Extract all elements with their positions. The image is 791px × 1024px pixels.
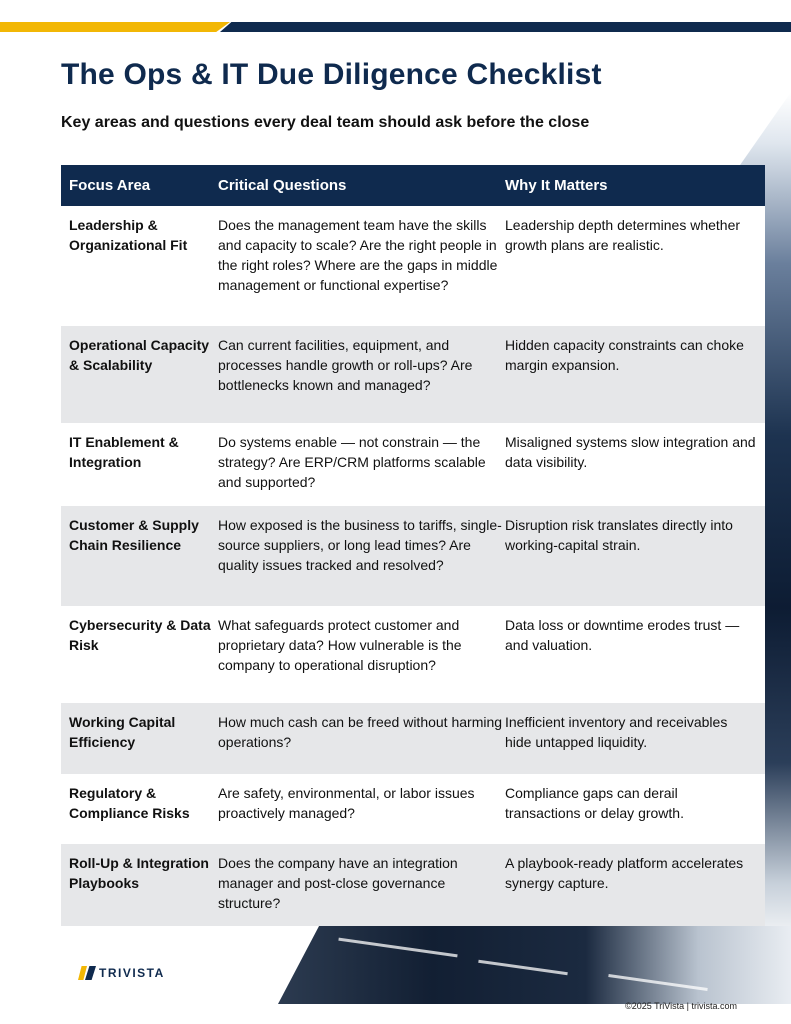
focus-area-cell: IT Enablement & Integration — [69, 434, 179, 470]
accent-stripe-yellow — [0, 22, 230, 32]
footer-copyright: ©2025 TriVista | trivista.com — [625, 1001, 737, 1011]
table-row — [61, 703, 765, 774]
top-accent-bar — [0, 22, 791, 32]
focus-area-cell: Customer & Supply Chain Resilience — [69, 517, 199, 553]
table-row — [61, 423, 765, 506]
question-cell: How exposed is the business to tariffs, single-source suppliers, or long lead times? Are quality issues tracked and resolved? — [218, 517, 502, 573]
table-row — [61, 774, 765, 844]
question-cell: Do systems enable — not constrain — the strategy? Are ERP/CRM platforms scalable and supported? — [218, 434, 486, 490]
why-cell: Compliance gaps can derail transactions or delay growth. — [505, 785, 684, 821]
table-header — [61, 165, 765, 206]
column-header-critical-questions: Critical Questions — [218, 177, 347, 194]
checklist-table — [61, 165, 765, 926]
why-cell: Inefficient inventory and receivables hide untapped liquidity. — [505, 714, 728, 750]
question-cell: Can current facilities, equipment, and processes handle growth or roll-ups? Are bottlenecks known and managed? — [218, 337, 473, 393]
why-cell: Misaligned systems slow integration and data visibility. — [505, 434, 756, 470]
table-row — [61, 206, 765, 326]
trivista-logo-icon — [78, 966, 96, 980]
column-header-why-it-matters: Why It Matters — [505, 177, 608, 194]
question-cell: Does the management team have the skills and capacity to scale? Are the right people in the right roles? Where are the gaps in middle management or functional expertise? — [218, 217, 498, 293]
why-cell: A playbook-ready platform accelerates synergy capture. — [505, 855, 744, 891]
focus-area-cell: Working Capital Efficiency — [69, 714, 176, 750]
table-row — [61, 606, 765, 703]
focus-area-cell: Operational Capacity & Scalability — [69, 337, 210, 373]
logo-text: TRIVISTA — [99, 966, 165, 980]
table-row — [61, 844, 765, 926]
focus-area-cell: Cybersecurity & Data Risk — [69, 617, 211, 653]
question-cell: Does the company have an integration manager and post-close governance structure? — [218, 855, 458, 911]
page-title: The Ops & IT Due Diligence Checklist — [61, 58, 602, 91]
why-cell: Leadership depth determines whether growth plans are realistic. — [505, 217, 741, 253]
focus-area-cell: Regulatory & Compliance Risks — [69, 785, 190, 821]
background-photo-bottom — [278, 926, 791, 1004]
table-row — [61, 506, 765, 606]
why-cell: Data loss or downtime erodes trust — and valuation. — [505, 617, 740, 653]
light-streak — [478, 960, 568, 975]
question-cell: What safeguards protect customer and proprietary data? How vulnerable is the company to operational disruption? — [218, 617, 462, 673]
question-cell: Are safety, environmental, or labor issues proactively managed? — [218, 785, 475, 821]
light-streak — [608, 974, 707, 991]
table-row — [61, 326, 765, 423]
question-cell: How much cash can be freed without harming operations? — [218, 714, 503, 750]
why-cell: Disruption risk translates directly into working-capital strain. — [505, 517, 733, 553]
focus-area-cell: Leadership & Organizational Fit — [69, 217, 188, 253]
why-cell: Hidden capacity constraints can choke margin expansion. — [505, 337, 744, 373]
trivista-logo — [78, 966, 165, 980]
light-streak — [338, 938, 457, 958]
accent-stripe-navy — [220, 22, 791, 32]
column-header-focus-area: Focus Area — [69, 177, 151, 194]
page-subtitle: Key areas and questions every deal team should ask before the close — [61, 114, 590, 131]
focus-area-cell: Roll-Up & Integration Playbooks — [69, 855, 209, 891]
